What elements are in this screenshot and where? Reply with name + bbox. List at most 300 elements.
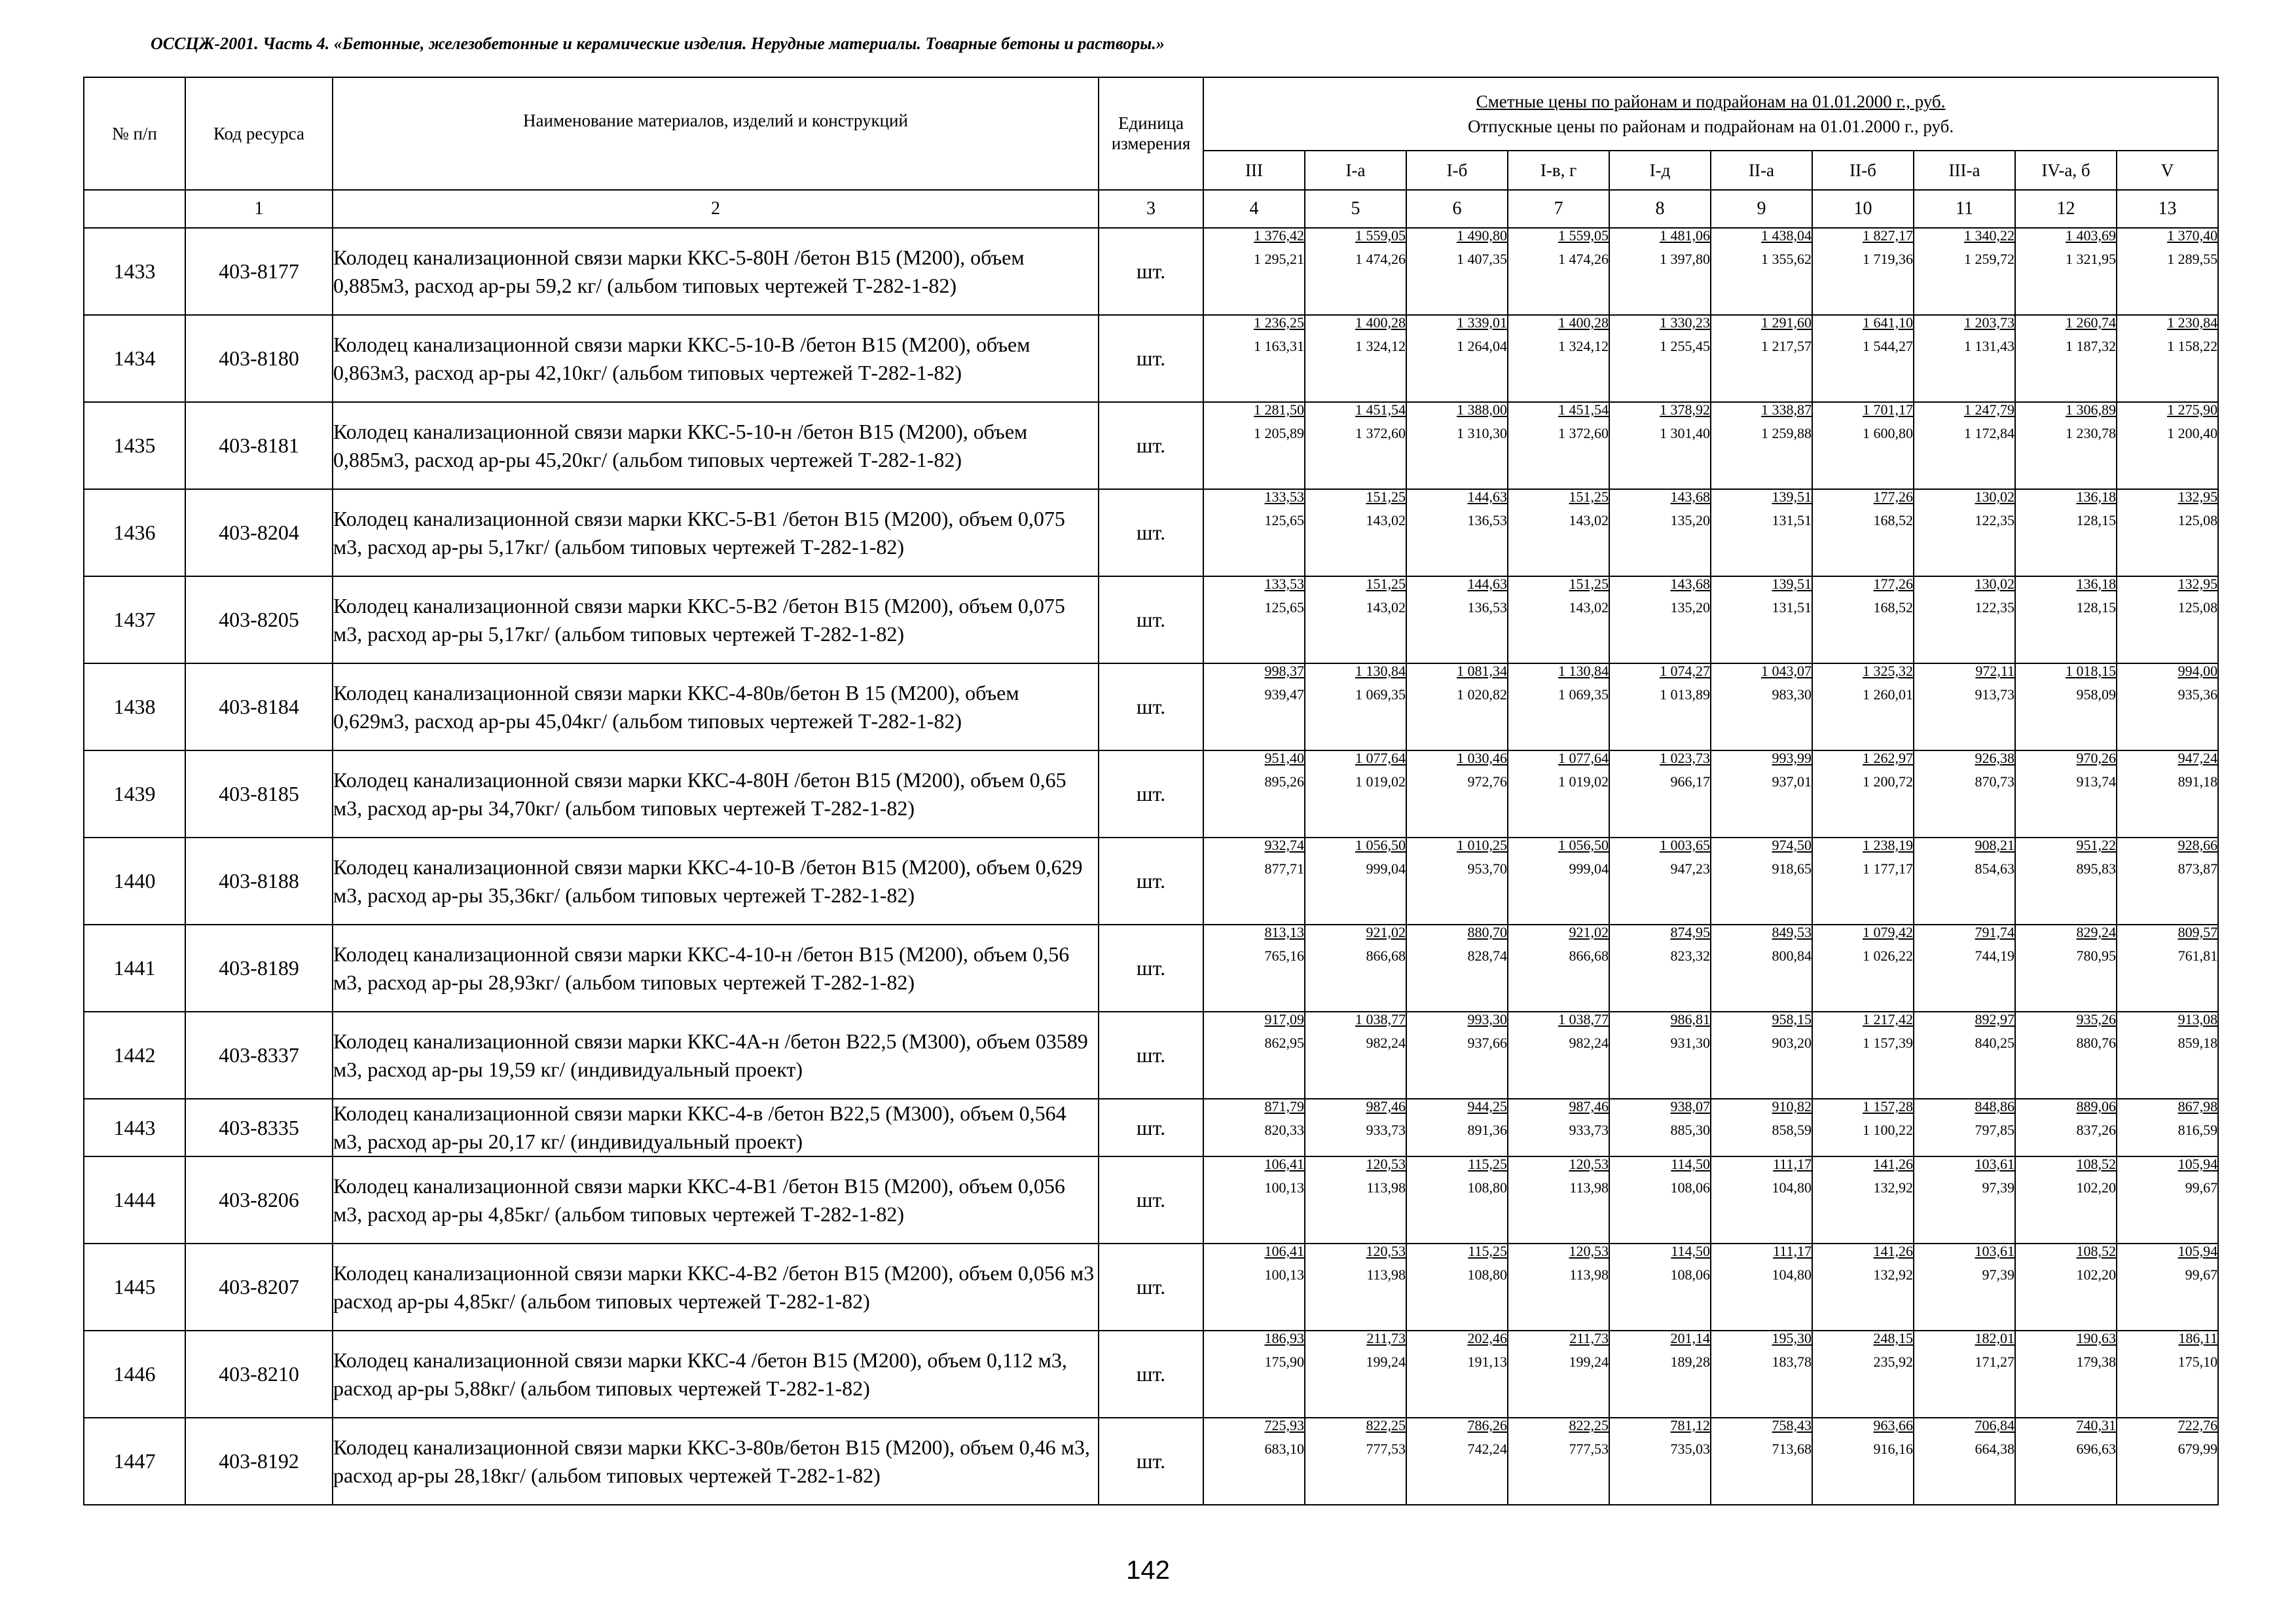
release-price: 859,18 (2178, 1035, 2218, 1051)
estimate-price: 132,95 (2178, 576, 2218, 592)
release-price: 104,80 (1772, 1179, 1812, 1196)
estimate-price: 186,11 (2178, 1330, 2218, 1346)
release-price: 97,39 (1982, 1179, 2014, 1196)
estimate-price: 108,52 (2076, 1243, 2116, 1259)
row-number: 1441 (84, 925, 185, 1012)
release-price: 168,52 (1873, 599, 1913, 616)
release-price: 1 289,55 (2167, 251, 2218, 267)
region-header: I-в, г (1508, 151, 1609, 190)
estimate-price: 1 339,01 (1457, 314, 1507, 331)
estimate-price: 141,26 (1873, 1243, 1913, 1259)
price-cell (2015, 663, 2117, 750)
price-cell (1914, 750, 2015, 838)
release-price: 1 158,22 (2167, 338, 2218, 354)
price-cell (1711, 1156, 1812, 1244)
estimate-price: 144,63 (1467, 489, 1507, 505)
release-price: 1 260,01 (1863, 686, 1913, 703)
region-header: I-д (1609, 151, 1711, 190)
item-name: Колодец канализационной связи марки ККС-3-80в/бетон В15 (М200), объем 0,46 м3, расход ар-ры 28,18кг/ (альбом типовых чертежей Т-282-1-82) (333, 1418, 1099, 1505)
unit: шт. (1099, 1099, 1203, 1156)
release-price: 108,80 (1467, 1266, 1507, 1283)
release-price: 816,59 (2178, 1122, 2218, 1138)
estimate-price: 202,46 (1467, 1330, 1507, 1346)
release-price: 744,19 (1975, 948, 2014, 964)
release-price: 1 474,26 (1558, 251, 1609, 267)
price-cell (1812, 576, 1914, 663)
col-header-prices (1203, 77, 2218, 151)
estimate-price: 1 400,28 (1558, 314, 1609, 331)
release-price: 895,26 (1264, 773, 1304, 790)
estimate-price: 921,02 (1569, 924, 1609, 940)
price-cell (1203, 1012, 1305, 1099)
release-price: 1 013,89 (1660, 686, 1710, 703)
release-price: 903,20 (1772, 1035, 1812, 1051)
estimate-price: 1 023,73 (1660, 750, 1710, 766)
price-cell (1711, 925, 1812, 1012)
price-cell (1609, 576, 1711, 663)
price-cell (2015, 1156, 2117, 1244)
estimate-price: 1 451,54 (1355, 401, 1406, 418)
price-cell (2117, 315, 2218, 402)
price-cell (1711, 750, 1812, 838)
price-cell (1406, 663, 1508, 750)
price-cell (1914, 315, 2015, 402)
region-header: IV-а, б (2015, 151, 2117, 190)
release-price: 866,68 (1366, 948, 1406, 964)
estimate-price: 130,02 (1975, 576, 2014, 592)
estimate-price: 1 018,15 (2066, 663, 2116, 679)
resource-code: 403-8177 (185, 228, 333, 315)
release-price: 966,17 (1670, 773, 1710, 790)
price-cell (1305, 489, 1406, 576)
row-number: 1444 (84, 1156, 185, 1244)
estimate-price: 108,52 (2076, 1156, 2116, 1172)
estimate-price: 1 291,60 (1761, 314, 1812, 331)
release-price: 1 301,40 (1660, 425, 1710, 441)
estimate-price: 926,38 (1975, 750, 2014, 766)
release-price: 840,25 (1975, 1035, 2014, 1051)
release-price: 1 205,89 (1254, 425, 1304, 441)
table-row (84, 228, 2218, 315)
price-cell (1305, 228, 1406, 315)
estimate-price: 105,94 (2178, 1243, 2218, 1259)
unit: шт. (1099, 838, 1203, 925)
price-cell (2015, 1099, 2117, 1156)
price-cell (1609, 228, 1711, 315)
release-price: 191,13 (1467, 1354, 1507, 1370)
price-cell (1305, 663, 1406, 750)
estimate-price: 177,26 (1873, 489, 1913, 505)
release-price: 125,08 (2178, 512, 2218, 528)
price-cell (1508, 838, 1609, 925)
estimate-price: 1 388,00 (1457, 401, 1507, 418)
release-price: 870,73 (1975, 773, 2014, 790)
estimate-price: 190,63 (2076, 1330, 2116, 1346)
col-number-empty (84, 190, 185, 228)
estimate-price: 1 157,28 (1863, 1098, 1913, 1115)
price-cell (1305, 576, 1406, 663)
resource-code: 403-8184 (185, 663, 333, 750)
estimate-price: 115,25 (1468, 1156, 1507, 1172)
release-price: 1 295,21 (1254, 251, 1304, 267)
row-number: 1440 (84, 838, 185, 925)
release-price: 113,98 (1569, 1266, 1609, 1283)
resource-code: 403-8204 (185, 489, 333, 576)
price-cell (1203, 1099, 1305, 1156)
estimate-price: 1 238,19 (1863, 837, 1913, 853)
estimate-price: 1 376,42 (1254, 227, 1304, 244)
estimate-price: 1 438,04 (1761, 227, 1812, 244)
release-price: 797,85 (1975, 1122, 2014, 1138)
estimate-price: 986,81 (1670, 1011, 1710, 1027)
unit: шт. (1099, 1012, 1203, 1099)
price-cell (1914, 1418, 2015, 1505)
release-price: 168,52 (1873, 512, 1913, 528)
estimate-price: 1 260,74 (2066, 314, 2116, 331)
release-price: 858,59 (1772, 1122, 1812, 1138)
estimate-price: 1 338,87 (1761, 401, 1812, 418)
price-cell (1508, 1244, 1609, 1331)
release-price: 143,02 (1366, 599, 1406, 616)
price-cell (1508, 1331, 1609, 1418)
estimate-price: 1 559,05 (1355, 227, 1406, 244)
price-cell (1406, 750, 1508, 838)
price-cell (1305, 1331, 1406, 1418)
unit: шт. (1099, 750, 1203, 838)
release-price: 1 187,32 (2066, 338, 2116, 354)
row-number: 1443 (84, 1099, 185, 1156)
price-cell (1508, 1156, 1609, 1244)
row-number: 1439 (84, 750, 185, 838)
estimate-price: 1 074,27 (1660, 663, 1710, 679)
row-number: 1447 (84, 1418, 185, 1505)
price-cell (2015, 489, 2117, 576)
price-cell (1914, 576, 2015, 663)
estimate-price: 1 701,17 (1863, 401, 1913, 418)
release-price: 171,27 (1975, 1354, 2014, 1370)
price-cell (1609, 663, 1711, 750)
estimate-price: 136,18 (2076, 489, 2116, 505)
price-cell (2015, 1331, 2117, 1418)
estimate-price: 111,17 (1773, 1156, 1812, 1172)
release-price: 128,15 (2076, 599, 2116, 616)
item-name: Колодец канализационной связи марки ККС-5-В1 /бетон В15 (М200), объем 0,075 м3, расход ар-ры 5,17кг/ (альбом типовых чертежей Т-282-1-82) (333, 489, 1099, 576)
column-number: 2 (333, 190, 1099, 228)
resource-code: 403-8207 (185, 1244, 333, 1331)
table-row (84, 1099, 2218, 1156)
estimate-price: 822,25 (1569, 1417, 1609, 1433)
estimate-price: 781,12 (1670, 1417, 1710, 1433)
price-cell (1203, 750, 1305, 838)
price-cell (1914, 228, 2015, 315)
release-price: 1 544,27 (1863, 338, 1913, 354)
release-price: 143,02 (1569, 512, 1609, 528)
estimate-price: 1 056,50 (1558, 837, 1609, 853)
table-row (84, 402, 2218, 489)
price-cell (1203, 228, 1305, 315)
estimate-price: 867,98 (2178, 1098, 2218, 1115)
release-price: 916,16 (1873, 1441, 1913, 1457)
resource-code: 403-8206 (185, 1156, 333, 1244)
table-row (84, 489, 2218, 576)
price-cell (1203, 315, 1305, 402)
price-cell (1812, 402, 1914, 489)
estimate-price: 141,26 (1873, 1156, 1913, 1172)
region-header: V (2117, 151, 2218, 190)
release-price: 828,74 (1467, 948, 1507, 964)
estimate-price: 182,01 (1975, 1330, 2014, 1346)
column-number: 12 (2015, 190, 2117, 228)
price-cell (2015, 315, 2117, 402)
price-cell (2117, 402, 2218, 489)
estimate-price: 935,26 (2076, 1011, 2116, 1027)
estimate-price: 106,41 (1264, 1156, 1304, 1172)
release-price: 1 100,22 (1863, 1122, 1913, 1138)
release-price: 823,32 (1670, 948, 1710, 964)
price-cell (1305, 1418, 1406, 1505)
release-price: 199,24 (1569, 1354, 1609, 1370)
estimate-price: 1 038,77 (1558, 1011, 1609, 1027)
estimate-price: 114,50 (1671, 1243, 1710, 1259)
estimate-price: 120,53 (1366, 1156, 1406, 1172)
release-price: 1 200,40 (2167, 425, 2218, 441)
release-price: 100,13 (1264, 1266, 1304, 1283)
price-cell (1406, 1156, 1508, 1244)
item-name: Колодец канализационной связи марки ККС-4-В2 /бетон В15 (М200), объем 0,056 м3 расход ар-ры 4,85кг/ (альбом типовых чертежей Т-282-1-82) (333, 1244, 1099, 1331)
estimate-price: 132,95 (2178, 489, 2218, 505)
price-cell (1305, 402, 1406, 489)
release-price: 1 172,84 (1964, 425, 2014, 441)
release-price: 953,70 (1467, 860, 1507, 877)
price-cell (2117, 1012, 2218, 1099)
price-cell (1305, 1156, 1406, 1244)
estimate-price: 958,15 (1772, 1011, 1812, 1027)
release-price: 1 163,31 (1254, 338, 1304, 354)
price-cell (1406, 1099, 1508, 1156)
column-number: 13 (2117, 190, 2218, 228)
price-cell (1812, 750, 1914, 838)
release-price: 128,15 (2076, 512, 2116, 528)
table-row (84, 663, 2218, 750)
estimate-price: 139,51 (1772, 489, 1812, 505)
price-cell (1508, 1099, 1609, 1156)
price-cell (2015, 228, 2117, 315)
price-cell (1812, 315, 1914, 402)
price-cell (1609, 315, 1711, 402)
price-cell (2117, 663, 2218, 750)
price-cell (1406, 1418, 1508, 1505)
estimate-price: 1 217,42 (1863, 1011, 1913, 1027)
item-name: Колодец канализационной связи марки ККС-4-В1 /бетон В15 (М200), объем 0,056 м3, расход ар-ры 4,85кг/ (альбом типовых чертежей Т-282-1-82) (333, 1156, 1099, 1244)
price-cell (1914, 489, 2015, 576)
release-price: 132,92 (1873, 1179, 1913, 1196)
table-row (84, 315, 2218, 402)
release-price: 1 259,88 (1761, 425, 1812, 441)
estimate-price: 151,25 (1569, 576, 1609, 592)
table-row (84, 1418, 2218, 1505)
release-price: 113,98 (1366, 1266, 1406, 1283)
estimate-price: 1 043,07 (1761, 663, 1812, 679)
release-price: 1 264,04 (1457, 338, 1507, 354)
price-cell (1711, 838, 1812, 925)
price-cell (2117, 1418, 2218, 1505)
release-price: 125,65 (1264, 599, 1304, 616)
estimate-price: 177,26 (1873, 576, 1913, 592)
release-price: 664,38 (1975, 1441, 2014, 1457)
release-price: 935,36 (2178, 686, 2218, 703)
price-cell (1711, 1418, 1812, 1505)
release-price: 122,35 (1975, 599, 2014, 616)
price-cell (1914, 1099, 2015, 1156)
release-price: 983,30 (1772, 686, 1812, 703)
release-price: 1 069,35 (1355, 686, 1406, 703)
row-number: 1436 (84, 489, 185, 576)
release-price: 1 372,60 (1558, 425, 1609, 441)
release-price: 713,68 (1772, 1441, 1812, 1457)
estimate-price: 849,53 (1772, 924, 1812, 940)
release-price: 837,26 (2076, 1122, 2116, 1138)
estimate-price: 115,25 (1468, 1243, 1507, 1259)
price-cell (1203, 402, 1305, 489)
release-price: 1 177,17 (1863, 860, 1913, 877)
column-number: 4 (1203, 190, 1305, 228)
price-cell (1609, 1012, 1711, 1099)
estimate-price: 947,24 (2178, 750, 2218, 766)
price-cell (1914, 838, 2015, 925)
item-name: Колодец канализационной связи марки ККС-5-В2 /бетон В15 (М200), объем 0,075 м3, расход ар-ры 5,17кг/ (альбом типовых чертежей Т-282-1-82) (333, 576, 1099, 663)
column-number: 10 (1812, 190, 1914, 228)
release-price: 820,33 (1264, 1122, 1304, 1138)
release-price: 1 255,45 (1660, 338, 1710, 354)
release-price: 999,04 (1569, 860, 1609, 877)
release-price: 100,13 (1264, 1179, 1304, 1196)
estimate-price: 880,70 (1467, 924, 1507, 940)
region-header: III (1203, 151, 1305, 190)
release-price: 1 324,12 (1558, 338, 1609, 354)
price-cell (1609, 925, 1711, 1012)
release-price: 1 020,82 (1457, 686, 1507, 703)
estimate-price: 1 306,89 (2066, 401, 2116, 418)
estimate-price: 1 077,64 (1355, 750, 1406, 766)
release-price: 1 397,80 (1660, 251, 1710, 267)
price-cell (1914, 1156, 2015, 1244)
unit: шт. (1099, 576, 1203, 663)
release-price: 1 157,39 (1863, 1035, 1913, 1051)
estimate-price: 1 330,23 (1660, 314, 1710, 331)
resource-code: 403-8185 (185, 750, 333, 838)
price-cell (1406, 576, 1508, 663)
estimate-price: 1 262,97 (1863, 750, 1913, 766)
region-header: I-а (1305, 151, 1406, 190)
release-price: 999,04 (1366, 860, 1406, 877)
release-price: 1 217,57 (1761, 338, 1812, 354)
price-cell (2015, 1418, 2117, 1505)
release-price: 939,47 (1264, 686, 1304, 703)
price-cell (1711, 1099, 1812, 1156)
price-cell (1609, 489, 1711, 576)
column-number: 11 (1914, 190, 2015, 228)
price-cell (1305, 925, 1406, 1012)
estimate-price: 1 081,34 (1457, 663, 1507, 679)
resource-code: 403-8210 (185, 1331, 333, 1418)
release-price: 895,83 (2076, 860, 2116, 877)
estimate-price: 120,53 (1366, 1243, 1406, 1259)
column-number: 8 (1609, 190, 1711, 228)
page-number: 142 (1126, 1556, 1170, 1585)
item-name: Колодец канализационной связи марки ККС-4-10-н /бетон В15 (М200), объем 0,56 м3, расход ар-ры 28,93кг/ (альбом типовых чертежей Т-282-1-82) (333, 925, 1099, 1012)
estimate-price: 871,79 (1264, 1098, 1304, 1115)
prices-title-release: Отпускные цены по районам и подрайонам на 01.01.2000 г., руб. (1467, 117, 1954, 136)
price-cell (1508, 925, 1609, 1012)
region-header: III-а (1914, 151, 2015, 190)
price-cell (1406, 228, 1508, 315)
estimate-price: 951,40 (1264, 750, 1304, 766)
item-name: Колодец канализационной связи марки ККС-5-80Н /бетон В15 (М200), объем 0,885м3, расход ар-ры 59,2 кг/ (альбом типовых чертежей Т-282-1-82) (333, 228, 1099, 315)
price-cell (2015, 750, 2117, 838)
price-cell (2117, 228, 2218, 315)
resource-code: 403-8192 (185, 1418, 333, 1505)
estimate-price: 892,97 (1975, 1011, 2014, 1027)
price-cell (1812, 1156, 1914, 1244)
estimate-price: 1 340,22 (1964, 227, 2014, 244)
price-cell (1508, 315, 1609, 402)
estimate-price: 722,76 (2178, 1417, 2218, 1433)
item-name: Колодец канализационной связи марки ККС-5-10-н /бетон В15 (М200), объем 0,885м3, расход ар-ры 45,20кг/ (альбом типовых чертежей Т-282-1-82) (333, 402, 1099, 489)
estimate-price: 791,74 (1975, 924, 2014, 940)
estimate-price: 248,15 (1873, 1330, 1913, 1346)
price-cell (1812, 838, 1914, 925)
release-price: 765,16 (1264, 948, 1304, 964)
estimate-price: 211,73 (1366, 1330, 1406, 1346)
estimate-price: 913,08 (2178, 1011, 2218, 1027)
row-number: 1445 (84, 1244, 185, 1331)
price-cell (2117, 576, 2218, 663)
estimate-price: 143,68 (1670, 489, 1710, 505)
table-row (84, 1156, 2218, 1244)
estimate-price: 987,46 (1569, 1098, 1609, 1115)
price-cell (2117, 925, 2218, 1012)
estimate-price: 133,53 (1264, 489, 1304, 505)
release-price: 179,38 (2076, 1354, 2116, 1370)
estimate-price: 151,25 (1366, 489, 1406, 505)
release-price: 1 719,36 (1863, 251, 1913, 267)
item-name: Колодец канализационной связи марки ККС-4-80в/бетон В 15 (М200), объем 0,629м3, расход ар-ры 45,04кг/ (альбом типовых чертежей Т-282-1-82) (333, 663, 1099, 750)
price-cell (1203, 489, 1305, 576)
release-price: 99,67 (2185, 1179, 2218, 1196)
estimate-price: 105,94 (2178, 1156, 2218, 1172)
estimate-price: 1 281,50 (1254, 401, 1304, 418)
price-cell (1609, 750, 1711, 838)
release-price: 1 474,26 (1355, 251, 1406, 267)
estimate-price: 932,74 (1264, 837, 1304, 853)
release-price: 132,92 (1873, 1266, 1913, 1283)
table-row (84, 576, 2218, 663)
estimate-price: 1 038,77 (1355, 1011, 1406, 1027)
price-cell (1305, 750, 1406, 838)
price-cell (1711, 315, 1812, 402)
price-cell (1914, 925, 2015, 1012)
estimate-price: 1 003,65 (1660, 837, 1710, 853)
price-cell (1508, 750, 1609, 838)
release-price: 800,84 (1772, 948, 1812, 964)
release-price: 913,74 (2076, 773, 2116, 790)
price-cell (1203, 1331, 1305, 1418)
price-cell (1812, 663, 1914, 750)
price-cell (1711, 228, 1812, 315)
col-header-num: № п/п (84, 77, 185, 190)
price-cell (1609, 1099, 1711, 1156)
estimate-price: 144,63 (1467, 576, 1507, 592)
